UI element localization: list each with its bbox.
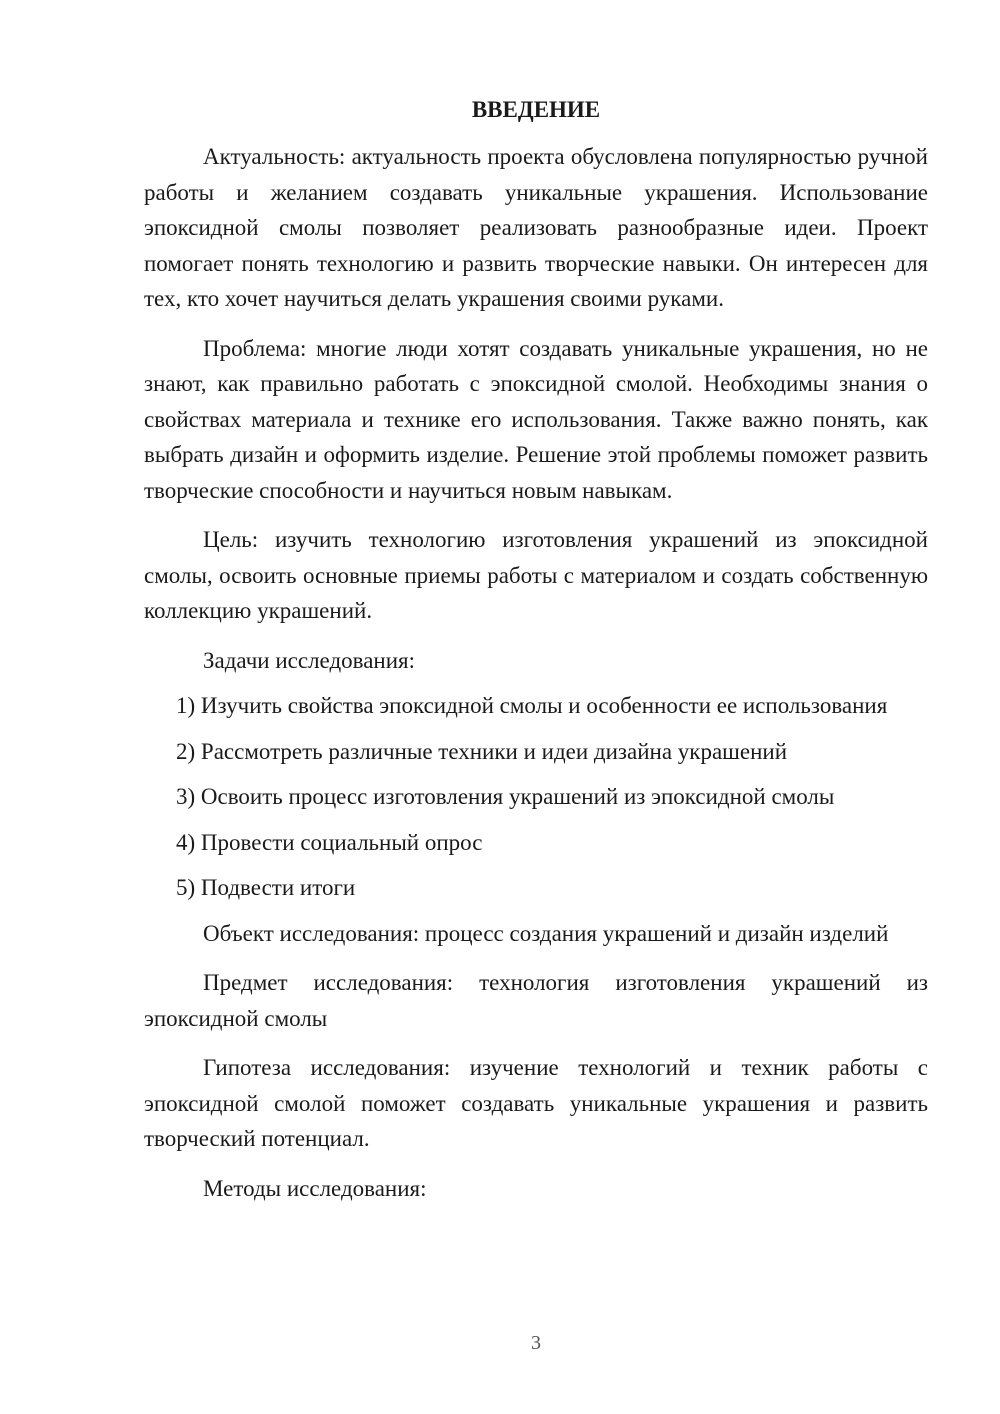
section-title: ВВЕДЕНИЕ xyxy=(471,97,601,122)
task-item-1: 1) Изучить свойства эпоксидной смолы и особенности ее использования xyxy=(176,693,888,718)
paragraph-relevance: Актуальность: актуальность проекта обусловлена популярностью ручной работы и желанием создавать уникальные украшения. Использование эпоксидной смолы позволяет реализовать разнообразные идеи. Проект помогает понять технологию и развить творческие навыки. Он интересен для тех, кто хочет научиться делать украшения своими руками. xyxy=(144,144,928,311)
paragraph-hypothesis: Гипотеза исследования: изучение технологий и техник работы с эпоксидной смолой поможет создавать уникальные украшения и развить творческий потенциал. xyxy=(144,1055,928,1151)
paragraph-object: Объект исследования: процесс создания украшений и дизайн изделий xyxy=(203,920,889,946)
paragraph-problem: Проблема: многие люди хотят создавать уникальные украшения, но не знают, как правильно работать с эпоксидной смолой. Необходимы знания о свойствах материала и технике его использования. Также важно понять, как выбрать дизайн и оформить изделие. Решение этой проблемы поможет развить творческие способности и научиться новым навыкам. xyxy=(144,335,928,503)
task-item-5: 5) Подвести итоги xyxy=(176,875,356,900)
task-item-3: 3) Освоить процесс изготовления украшений из эпоксидной смолы xyxy=(176,784,835,809)
page-content xyxy=(144,92,928,1216)
paragraph-subject: Предмет исследования: технология изготовления украшений из эпоксидной смолы xyxy=(144,970,928,1031)
tasks-heading: Задачи исследования: xyxy=(203,647,416,673)
methods-heading: Методы исследования: xyxy=(203,1175,427,1201)
page-number: 3 xyxy=(531,1332,541,1354)
paragraph-goal: Цель: изучить технологию изготовления украшений из эпоксидной смолы, освоить основные приемы работы с материалом и создать собственную коллекцию украшений. xyxy=(144,527,928,623)
task-item-4: 4) Провести социальный опрос xyxy=(176,829,483,855)
task-item-2: 2) Рассмотреть различные техники и идеи дизайна украшений xyxy=(176,738,788,764)
